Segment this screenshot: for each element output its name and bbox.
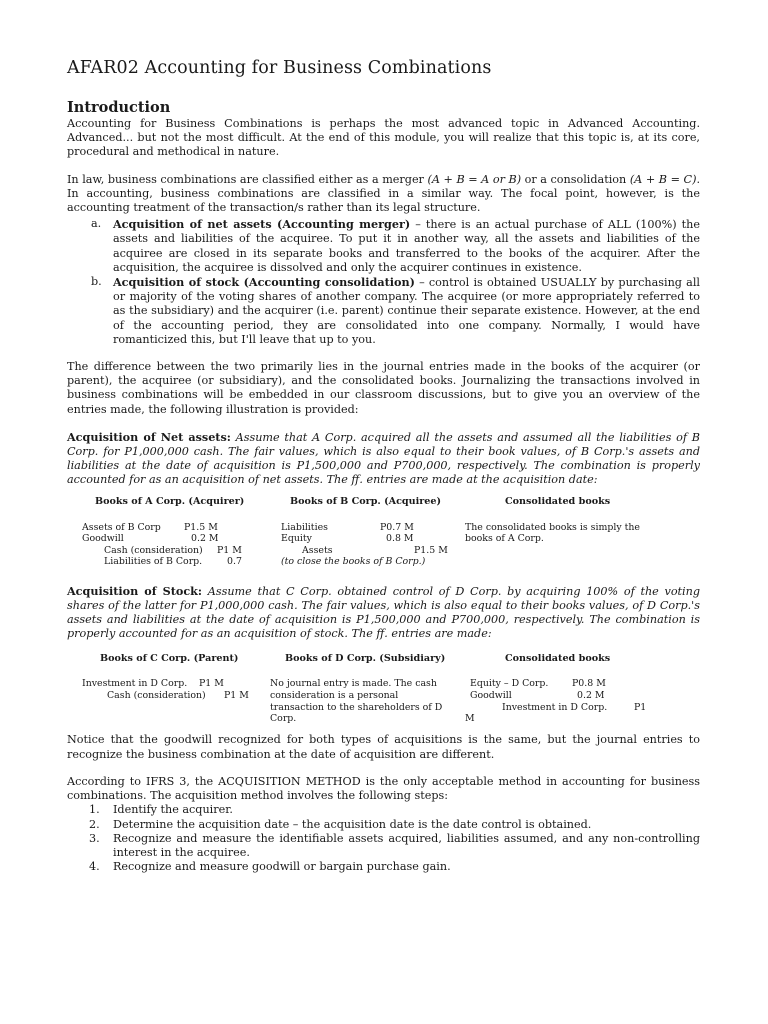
table-cell: Cash (consideration) — [107, 690, 206, 702]
combination-types-list — [67, 217, 700, 347]
table-header: Books of D Corp. (Subsidiary) — [285, 653, 446, 665]
table-cell: Investment in D Corp. — [82, 678, 188, 690]
table-header: Books of C Corp. (Parent) — [100, 653, 239, 665]
table-cell: transaction to the shareholders of D — [270, 702, 443, 714]
list-item: 1. Identify the acquirer. — [89, 803, 233, 817]
table-cell: The consolidated books is simply the — [465, 521, 640, 533]
list-item: b. Acquisition of stock (Accounting consolidation) – control is obtained USUALLY by purchasing all or majority of the voting shares of another company. The acquiree (or more appropriately referred to as the subsidiary) and the acquirer (i.e. parent) continue their separate existence. However, at the end of the accounting period, they are consolidated into one company. Normally, I would have romanticized this, but I'll leave that up to you. — [91, 275, 700, 346]
document-page — [67, 58, 700, 874]
list-item: 4. Recognize and measure goodwill or bargain purchase gain. — [89, 860, 451, 874]
intro-paragraph-1: Accounting for Business Combinations is perhaps the most advanced topic in Advanced Accounting. Advanced... but not the most difficult. At the end of this module, you will realize that this topic is, at its core, procedural and methodical in nature. — [67, 117, 700, 159]
table-cell: P0.8 M — [572, 678, 606, 690]
document-title: AFAR02 Accounting for Business Combinations — [67, 58, 492, 78]
table-cell: Equity – D Corp. — [470, 678, 549, 690]
table-cell: P1.5 M — [184, 521, 218, 533]
table-header: Books of A Corp. (Acquirer) — [95, 495, 245, 507]
section-heading-introduction: Introduction — [67, 99, 171, 116]
table-cell: 0.2 M — [577, 690, 605, 702]
stock-paragraph: Acquisition of Stock: Assume that C Corp. obtained control of D Corp. by acquiring 100% of the voting shares of the latter for P1,000,000 cash. The fair values, which is also equal to their books values, of D Corp.'s assets and liabilities at the date of acquisition is P1,500,000 and P700,000, respectively. The combination is properly accounted for as an acquisition of stock. The ff. entries are made: — [67, 583, 700, 641]
table-cell: Goodwill — [82, 532, 124, 544]
table-cell: M — [465, 713, 475, 725]
table-cell: P1 M — [217, 544, 242, 556]
table-cell: No journal entry is made. The cash — [270, 678, 437, 690]
table-cell: Goodwill — [470, 690, 512, 702]
table-cell: P1 — [634, 702, 647, 714]
table-cell: P1 M — [199, 678, 224, 690]
ifrs-paragraph: According to IFRS 3, the ACQUISITION METHOD is the only acceptable method in accounting for business combinations. The acquisition method involves the following steps: — [67, 774, 700, 803]
table-cell: Corp. — [270, 713, 297, 725]
table-cell: Liabilities — [281, 521, 328, 533]
table-cell: P1 M — [224, 690, 249, 702]
table-cell: 0.8 M — [386, 532, 414, 544]
table-header: Consolidated books — [505, 495, 611, 507]
table-cell: P0.7 M — [380, 521, 414, 533]
net-assets-entries-table — [67, 496, 700, 584]
list-item: a. Acquisition of net assets (Accounting merger) – there is an actual purchase of ALL (100%) the assets and liabilities of the acquiree. To put it in another way, all the assets and liabilities of the acquiree are closed in its separate books and transferred to the books of the acquirer. After the acquisition, the acquiree is dissolved and only the acquirer continues in existence. — [91, 217, 701, 274]
table-cell: Assets of B Corp — [82, 521, 161, 533]
table-cell: Assets — [302, 544, 333, 556]
net-assets-paragraph: Acquisition of Net assets: Assume that A Corp. acquired all the assets and assumed all the liabilities of B Corp. for P1,000,000 cash. The fair values, which is also equal to their book values, of B Corp.'s assets and liabilities at the date of acquisition is P1,500,000 and P700,000, respectively. The combination is properly accounted for as an acquisition of net assets. The ff. entries are made at the acquisition date: — [67, 429, 700, 487]
stock-entries-table — [67, 653, 700, 733]
table-cell: Investment in D Corp. — [502, 702, 608, 714]
acquisition-steps-list — [67, 803, 700, 874]
table-cell: Liabilities of B Corp. — [104, 555, 203, 567]
table-cell: P1.5 M — [414, 544, 448, 556]
table-cell: 0.2 M — [191, 532, 219, 544]
table-header: Books of B Corp. (Acquiree) — [290, 495, 442, 507]
table-cell: Cash (consideration) — [104, 544, 203, 556]
list-item: 3. Recognize and measure the identifiable assets acquired, liabilities assumed, and any non-controlling interest in the acquiree. — [89, 831, 700, 859]
table-cell: books of A Corp. — [465, 532, 544, 544]
table-cell: (to close the books of B Corp.) — [281, 555, 426, 567]
table-header: Consolidated books — [505, 653, 611, 665]
notice-paragraph: Notice that the goodwill recognized for both types of acquisitions is the same, but the journal entries to recognize the business combination at the date of acquisition are different. — [67, 733, 700, 761]
table-cell: consideration is a personal — [270, 690, 399, 702]
intro-paragraph-3: The difference between the two primarily lies in the journal entries made in the books of the acquirer (or parent), the acquiree (or subsidiary), and the consolidated books. Journalizing the transactions involved in business combinations will be embedded in our classroom discussions, but to give you an overview of the entries made, the following illustration is provided: — [67, 360, 700, 416]
list-item: 2. Determine the acquisition date – the acquisition date is the date control is obtained. — [89, 817, 592, 831]
table-cell: Equity — [281, 532, 312, 544]
table-cell: 0.7 — [227, 555, 242, 567]
intro-paragraph-2: In law, business combinations are classified either as a merger (A + B = A or B) or a consolidation (A + B = C). In accounting, business combinations are classified in a similar way. The focal point, however, is the accounting treatment of the transaction/s rather than its legal structure. — [67, 172, 700, 215]
